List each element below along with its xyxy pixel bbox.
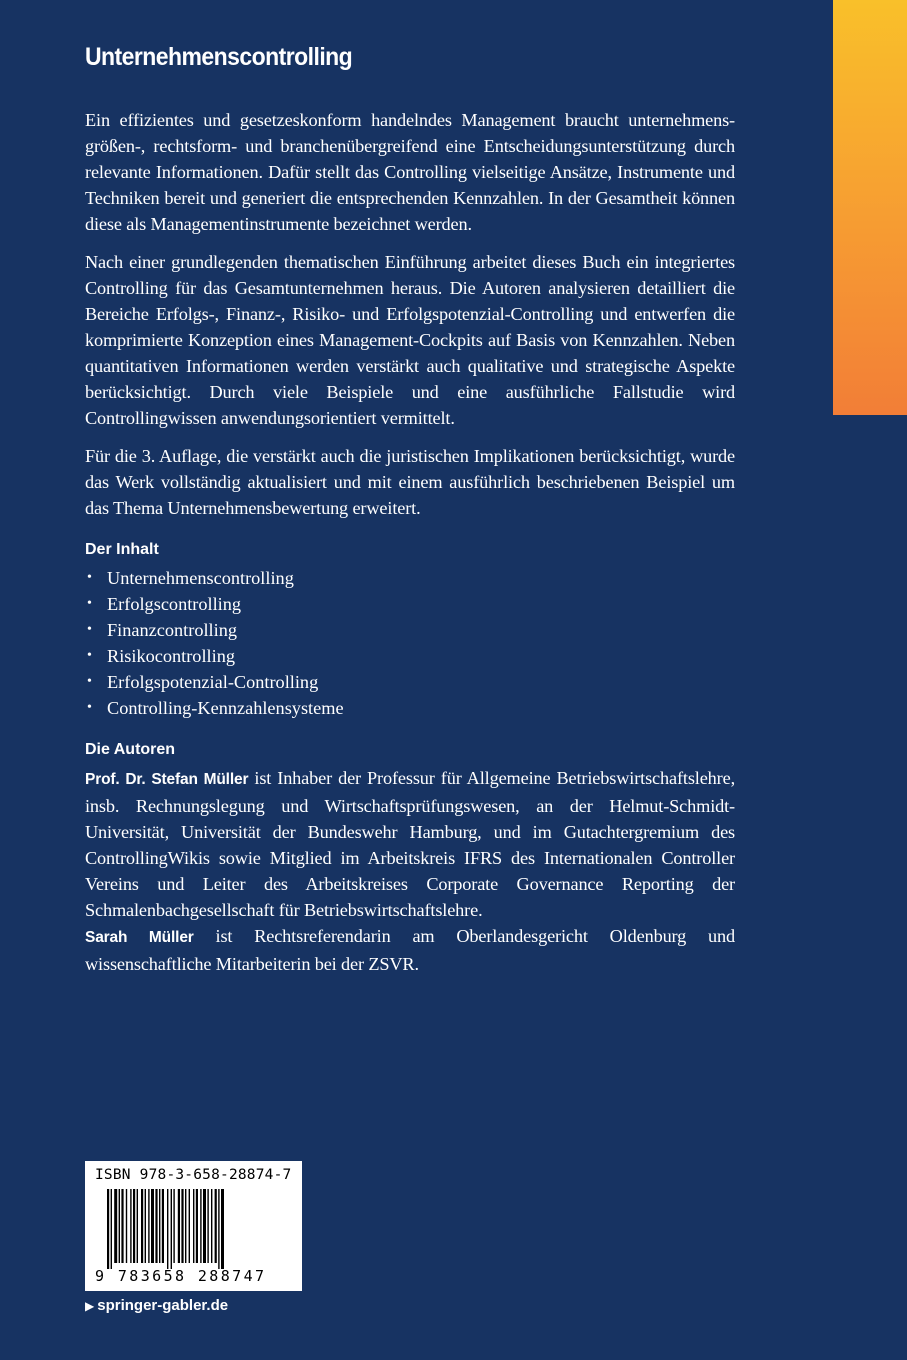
author-name: Prof. Dr. Stefan Müller (85, 771, 249, 788)
description-paragraph-1: Ein effizientes und gesetzeskonform handelndes Management braucht unternehmens-größen-, rechtsform- und branchenübergreifend eine Entscheidungsunterstützung durch relevante Informationen. Dafür stellt das Controlling vielseitige Ansätze, Instrumente und Techniken bereit und generiert die entsprechenden Kennzahlen. In der Gesamtheit können diese als Managementinstrumente bezeichnet werden. (85, 110, 735, 234)
barcode-icon (107, 1189, 285, 1269)
barcode-box (85, 1161, 302, 1291)
author-name: Sarah Müller (85, 929, 194, 946)
isbn-label: ISBN 978-3-658-28874-7 (95, 1167, 292, 1183)
back-cover-content (85, 40, 735, 977)
contents-item: • Erfolgscontrolling (85, 591, 735, 617)
accent-bar (833, 0, 907, 415)
author-bio-text: ist Inhaber der Professur für Allgemeine Betriebswirtschaftslehre, insb. Rechnungslegung und Wirtschaftsprüfungswesen, an der Helmut-Schmidt-Universität, Universität der Bundeswehr Hamburg, und im Gutachtergremium des ControllingWikis sowie Mitglied im Arbeitskreis IFRS des Internationalen Controller Vereins und Leiter des Arbeitskreises Corporate Governance Reporting der Schmalenbachgesellschaft für Betriebswirtschaftslehre. (85, 768, 735, 920)
contents-item: • Unternehmenscontrolling (85, 565, 735, 591)
authors-heading: Die Autoren (85, 741, 176, 758)
contents-item: • Controlling-Kennzahlensysteme (85, 695, 735, 721)
publisher-url: springer-gabler.de (97, 1297, 229, 1314)
description-paragraph-3: Für die 3. Auflage, die verstärkt auch die juristischen Implikationen berücksichtigt, wurde das Werk vollständig aktualisiert und mit einem ausführlich beschriebenen Beispiel um das Thema Unternehmensbewertung erweitert. (85, 446, 735, 518)
ean-digits: 9 783658 288747 (95, 1267, 267, 1285)
book-title: Unternehmenscontrolling (85, 43, 353, 71)
author-bio-1 (85, 765, 735, 923)
contents-item: • Erfolgspotenzial-Controlling (85, 669, 735, 695)
contents-list (85, 565, 735, 721)
contents-item: • Finanzcontrolling (85, 617, 735, 643)
author-bio-text: ist Rechtsreferendarin am Oberlandesgericht Oldenburg und wissenschaftliche Mitarbeiterin bei der ZSVR. (85, 926, 735, 974)
contents-item: • Risikocontrolling (85, 643, 735, 669)
publisher-link[interactable] (85, 1297, 228, 1314)
description-paragraph-2: Nach einer grundlegenden thematischen Einführung arbeitet dieses Buch ein integriertes Controlling für das Gesamtunternehmen heraus. Die Autoren analysieren detailliert die Bereiche Erfolgs-, Finanz-, Risiko- und Erfolgspotenzial-Controlling und entwerfen die komprimierte Konzeption eines Management-Cockpits auf Basis von Kennzahlen. Neben quantitativen Informationen werden verstärkt auch qualitative und strategische Aspekte berücksichtigt. Durch viele Beispiele und eine ausführliche Fallstudie wird Controllingwissen anwendungsorientiert vermittelt. (85, 252, 735, 428)
author-bio-2 (85, 923, 735, 977)
contents-heading: Der Inhalt (85, 541, 159, 558)
triangle-right-icon: ▶ (85, 1299, 95, 1313)
